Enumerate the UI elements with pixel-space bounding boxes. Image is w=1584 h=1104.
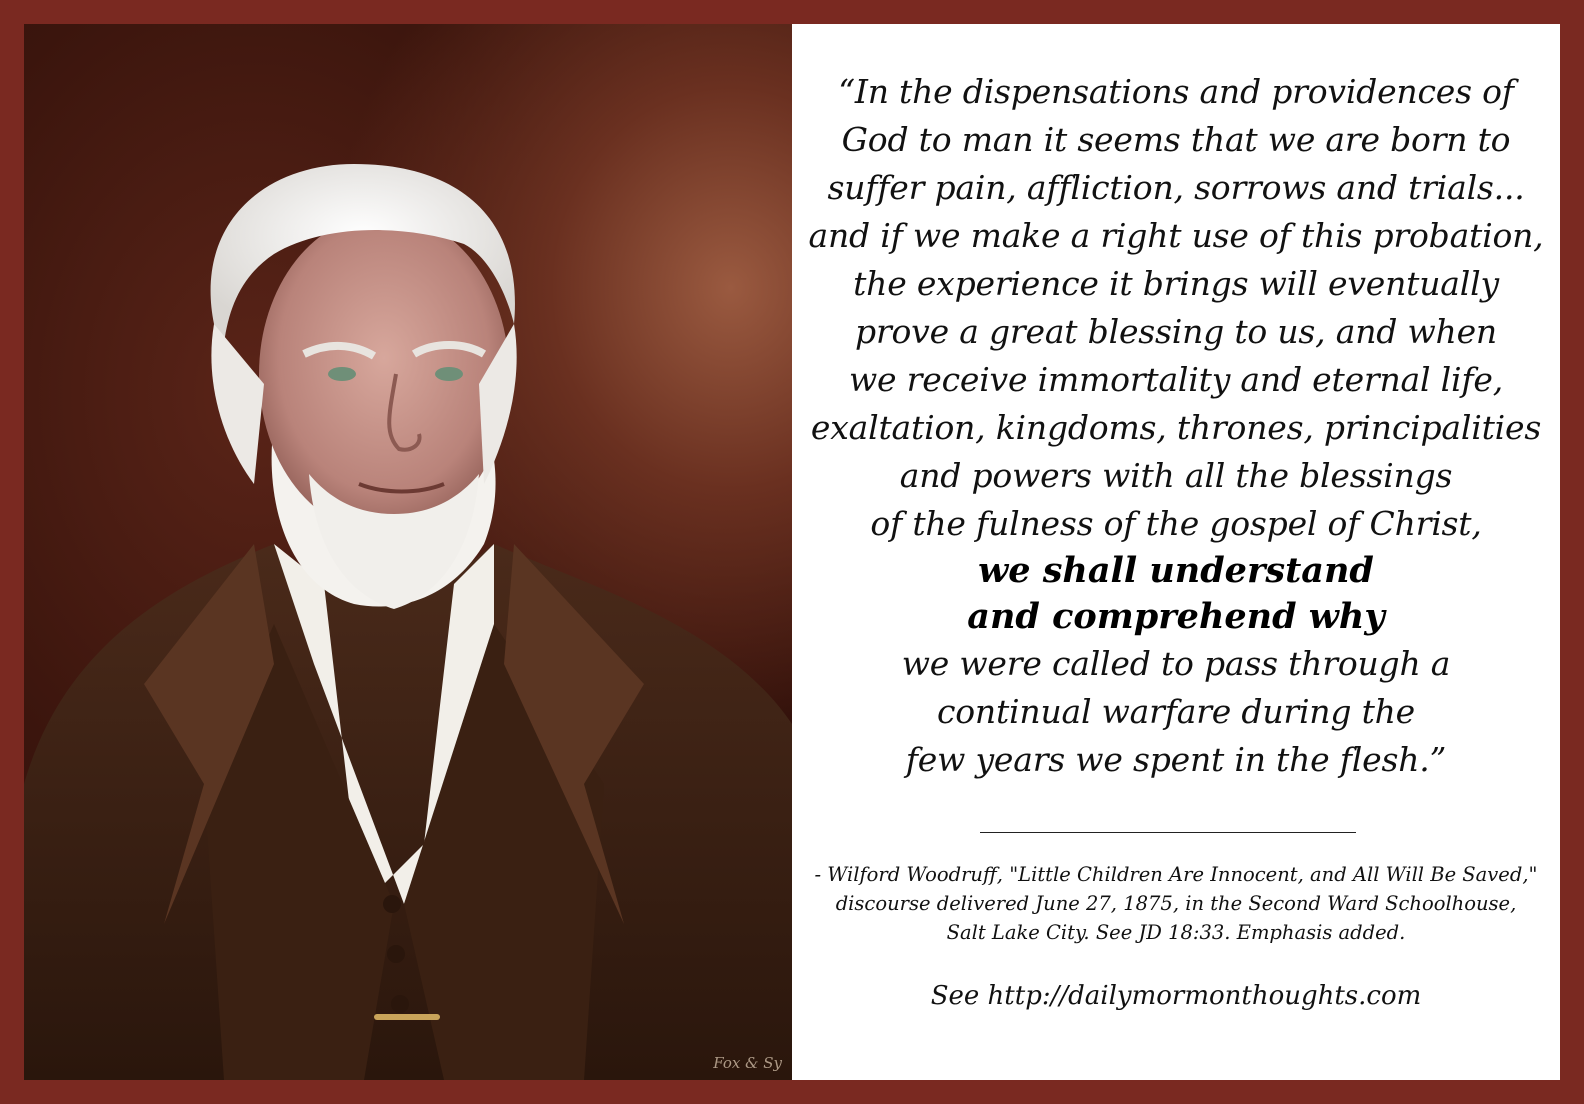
quote-line: few years we spent in the flesh.”: [905, 740, 1447, 779]
citation-line: discourse delivered June 27, 1875, in the Second Ward Schoolhouse,: [835, 892, 1517, 915]
quote-panel: [792, 24, 1560, 1080]
quote-line: the experience it brings will eventually: [853, 264, 1499, 303]
quote-line: and if we make a right use of this probation,: [808, 216, 1544, 255]
portrait-photo: [24, 24, 792, 1080]
photographer-signature: Fox & Sy: [713, 1054, 782, 1072]
quote-line: “In the dispensations and providences of: [838, 72, 1514, 111]
quote-line: continual warfare during the: [936, 692, 1416, 731]
quote-line: prove a great blessing to us, and when: [855, 312, 1497, 351]
citation-line: - Wilford Woodruff, "Little Children Are Innocent, and All Will Be Saved,": [814, 863, 1538, 886]
quote-line: of the fulness of the gospel of Christ,: [870, 504, 1482, 543]
quote-line: exaltation, kingdoms, thrones, principalities: [810, 408, 1542, 447]
divider-rule: [980, 832, 1356, 833]
website-credit: See http://dailymormonthoughts.com: [930, 981, 1422, 1011]
quote-line: suffer pain, affliction, sorrows and trials...: [827, 168, 1525, 207]
quote-line: we receive immortality and eternal life,: [849, 360, 1503, 399]
quote-line: and powers with all the blessings: [899, 456, 1453, 495]
quote-emphasis-line: and comprehend why: [967, 596, 1385, 637]
quote-line: God to man it seems that we are born to: [841, 120, 1511, 159]
citation-line: Salt Lake City. See JD 18:33. Emphasis added.: [946, 921, 1406, 944]
portrait-illustration: [24, 24, 792, 1080]
quote-emphasis-line: we shall understand: [978, 550, 1374, 591]
citation: [792, 860, 1560, 947]
quote-line: we were called to pass through a: [901, 644, 1451, 683]
quote-block: [792, 68, 1560, 784]
